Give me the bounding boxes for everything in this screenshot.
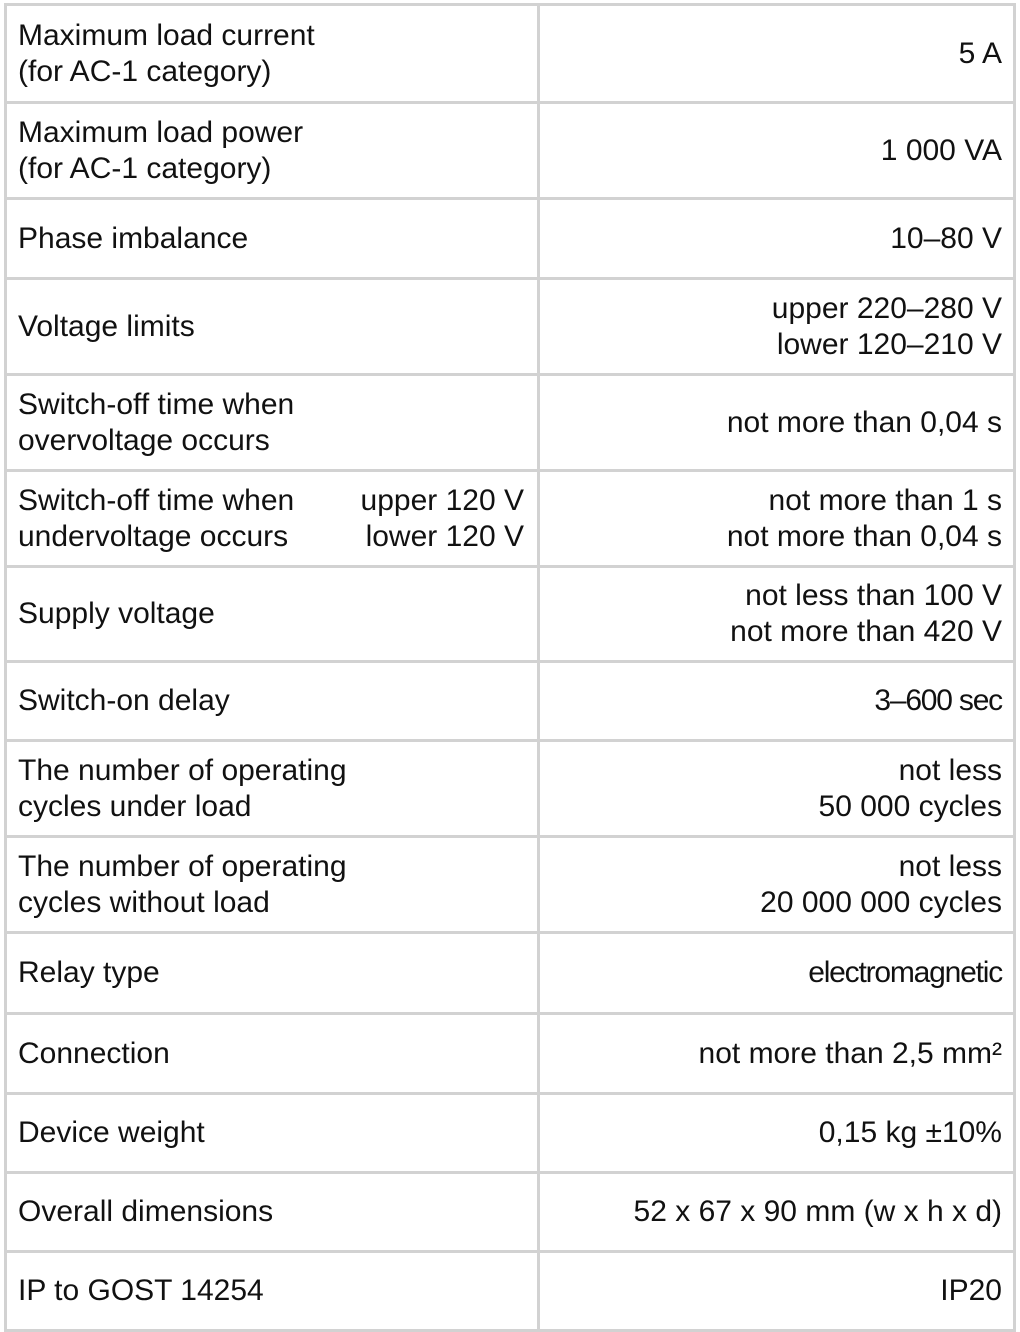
spec-value-cell xyxy=(539,1094,1015,1173)
spec-label-cell xyxy=(6,741,539,837)
table-row xyxy=(6,1014,1015,1094)
spec-label: The number of operating xyxy=(18,753,347,787)
spec-label: cycles under load xyxy=(18,789,252,823)
spec-label-cell xyxy=(6,1094,539,1173)
spec-label: (for AC-1 category) xyxy=(18,151,272,185)
spec-value-cell xyxy=(539,741,1015,837)
table-row xyxy=(6,279,1015,375)
spec-label-cell xyxy=(6,567,539,662)
spec-value: IP20 xyxy=(940,1274,1002,1307)
spec-label: Maximum load power xyxy=(18,115,304,149)
spec-value-cell xyxy=(539,279,1015,375)
spec-label: The number of operating xyxy=(18,849,347,883)
table-row xyxy=(6,741,1015,837)
spec-label: Supply voltage xyxy=(18,597,215,630)
spec-value: 52 x 67 x 90 mm (w x h x d) xyxy=(633,1195,1002,1228)
spec-value-cell xyxy=(539,567,1015,662)
spec-value: 20 000 000 cycles xyxy=(760,885,1002,919)
spec-label: cycles without load xyxy=(18,885,270,919)
spec-value-cell xyxy=(539,1014,1015,1094)
spec-sublabel: upper 120 V xyxy=(360,483,524,517)
table-row xyxy=(6,567,1015,662)
spec-value: electromagnetic xyxy=(808,956,1002,989)
spec-label: Phase imbalance xyxy=(18,221,249,255)
spec-label: Overall dimensions xyxy=(18,1195,274,1228)
spec-value-cell xyxy=(539,1173,1015,1252)
spec-value-cell xyxy=(539,837,1015,933)
spec-label-cell xyxy=(6,662,539,741)
spec-label: (for AC-1 category) xyxy=(18,54,272,88)
spec-value-cell xyxy=(539,662,1015,741)
spec-label-cell xyxy=(6,103,539,199)
spec-label-cell xyxy=(6,837,539,933)
table-row xyxy=(6,199,1015,279)
spec-label: overvoltage occurs xyxy=(18,423,270,457)
table-row xyxy=(6,375,1015,471)
spec-value-cell xyxy=(539,103,1015,199)
spec-value-cell xyxy=(539,5,1015,103)
spec-label-cell xyxy=(6,1014,539,1094)
spec-value: 0,15 kg ±10% xyxy=(818,1116,1002,1149)
table-row xyxy=(6,1252,1015,1331)
spec-value: not more than 2,5 mm² xyxy=(698,1036,1002,1070)
table-row xyxy=(6,1094,1015,1173)
spec-label-cell xyxy=(6,279,539,375)
spec-value: not more than 0,04 s xyxy=(726,405,1002,439)
spec-label-cell xyxy=(6,5,539,103)
spec-value: not less xyxy=(898,753,1002,787)
table-row xyxy=(6,5,1015,103)
spec-value: 1 000 VA xyxy=(880,133,1002,167)
spec-label: Maximum load current xyxy=(18,18,315,52)
spec-value-cell xyxy=(539,375,1015,471)
spec-value-cell xyxy=(539,199,1015,279)
spec-label: Connection xyxy=(18,1036,170,1070)
spec-value: not more than 0,04 s xyxy=(726,519,1002,553)
spec-label-cell xyxy=(6,1173,539,1252)
spec-label-cell xyxy=(6,471,539,567)
spec-label: Switch-on delay xyxy=(18,684,230,717)
table-row xyxy=(6,933,1015,1014)
spec-label: IP to GOST 14254 xyxy=(18,1274,264,1307)
spec-label-cell xyxy=(6,933,539,1014)
spec-label: Voltage limits xyxy=(18,309,195,343)
specifications-table xyxy=(4,3,1016,1332)
spec-label-cell xyxy=(6,199,539,279)
spec-label: Switch-off time when xyxy=(18,483,295,517)
spec-label: Relay type xyxy=(18,956,160,989)
spec-value: not less xyxy=(898,849,1002,883)
spec-label-line xyxy=(18,519,526,555)
spec-value: lower 120–210 V xyxy=(776,327,1002,361)
table-row xyxy=(6,471,1015,567)
spec-value: 50 000 cycles xyxy=(818,789,1002,823)
table-row xyxy=(6,103,1015,199)
spec-value: not more than 1 s xyxy=(768,483,1002,517)
spec-value: 10–80 V xyxy=(890,221,1002,255)
spec-value: not less than 100 V xyxy=(745,579,1002,612)
table-row xyxy=(6,837,1015,933)
spec-label: undervoltage occurs xyxy=(18,519,289,553)
spec-label: Device weight xyxy=(18,1116,205,1149)
spec-value: upper 220–280 V xyxy=(771,291,1002,325)
spec-value-cell xyxy=(539,471,1015,567)
spec-label-line xyxy=(18,483,526,519)
spec-label-cell xyxy=(6,375,539,471)
table-row xyxy=(6,662,1015,741)
spec-value: not more than 420 V xyxy=(730,615,1002,648)
spec-label-cell xyxy=(6,1252,539,1331)
table-row xyxy=(6,1173,1015,1252)
spec-value-cell xyxy=(539,1252,1015,1331)
spec-label: Switch-off time when xyxy=(18,387,295,421)
spec-value: 5 A xyxy=(958,36,1002,70)
spec-value-cell xyxy=(539,933,1015,1014)
spec-sublabel: lower 120 V xyxy=(365,519,524,553)
spec-value: 3–600 sec xyxy=(874,684,1002,717)
